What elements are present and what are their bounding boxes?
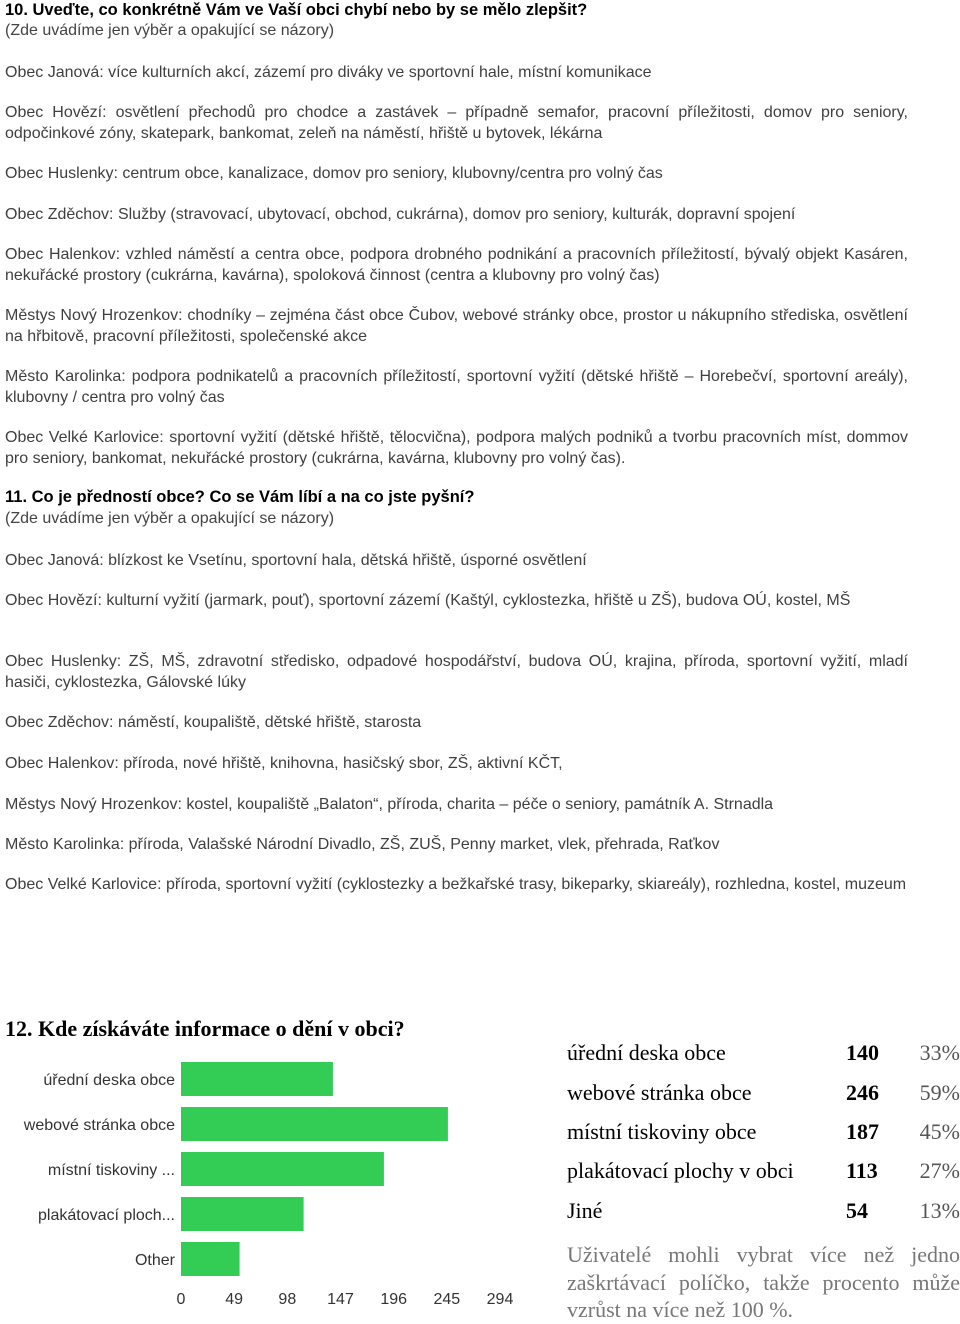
q11-answer-zdechov: Obec Zděchov: náměstí, koupaliště, dětské hřiště, starosta (5, 714, 422, 731)
stat-label: webové stránka obce (567, 1080, 752, 1105)
stat-label: úřední deska obce (567, 1040, 726, 1065)
stat-count: 187 (846, 1119, 879, 1144)
category-label: webové stránka obce (23, 1117, 175, 1134)
q10-answer-halenkov: Obec Halenkov: vzhled náměstí a centra obce, podpora drobného podnikání a pracovních příležitostí, bývalý objekt Kasáren, nekuřácké prostory (cukrárna, kavárna), spoloková činnost (centra a klubovny pro volný čas) (5, 246, 908, 284)
x-tick-label: 245 (433, 1291, 461, 1308)
stat-percent: 13% (919, 1198, 960, 1223)
q11-note: (Zde uvádíme jen výběr a opakující se názory) (5, 510, 335, 527)
stat-count: 140 (846, 1040, 879, 1065)
chart-x-tick-labels (177, 1291, 514, 1308)
x-tick-label: 98 (278, 1291, 297, 1308)
chart-category-labels (23, 1072, 176, 1269)
stat-row (567, 1040, 960, 1074)
q11-title: 11. Co je předností obce? Co se Vám líbí a na co jste pyšní? (5, 488, 475, 506)
x-tick-label: 49 (225, 1291, 244, 1308)
x-tick-label: 147 (327, 1291, 354, 1308)
x-tick-label: 196 (380, 1291, 408, 1308)
category-label: úřední deska obce (43, 1072, 175, 1089)
bar-3 (181, 1197, 304, 1231)
stat-percent: 45% (919, 1119, 960, 1144)
q10-answer-janova: Obec Janová: více kulturních akcí, zázemí pro diváky ve sportovní hale, místní komunikace (5, 64, 652, 81)
q11-answer-halenkov: Obec Halenkov: příroda, nové hřiště, knihovna, hasičský sbor, ZŠ, aktivní KČT, (5, 755, 563, 772)
stat-percent: 27% (919, 1158, 960, 1183)
stat-row (567, 1198, 960, 1232)
q10-note: (Zde uvádíme jen výběr a opakující se názory) (5, 22, 335, 39)
stat-count: 113 (846, 1158, 878, 1183)
category-label: plakátovací ploch... (38, 1207, 175, 1224)
bar-2 (181, 1152, 384, 1186)
stat-label: plakátovací plochy v obci (567, 1158, 794, 1183)
stat-row (567, 1080, 960, 1114)
q10-answer-karolinka: Město Karolinka: podpora podnikatelů a pracovních příležitostí, sportovní vyžití (dětské hřiště – Horebečví, sportovní areály), klubovny / centra pro volný čas (5, 368, 908, 406)
q11-answer-hrozenkov: Městys Nový Hrozenkov: kostel, koupaliště „Balaton“, příroda, charita – péče o seniory, památník A. Strnadla (5, 796, 774, 813)
q12-bar-chart (0, 1046, 540, 1316)
q11-answer-janova: Obec Janová: blízkost ke Vsetínu, sportovní hala, dětská hřiště, úsporné osvětlení (5, 552, 587, 569)
q11-answer-karolinka: Město Karolinka: příroda, Valašské Národní Divadlo, ZŠ, ZUŠ, Penny market, vlek, přehrada, Raťkov (5, 836, 720, 853)
stat-row (567, 1119, 960, 1153)
stat-label: Jiné (567, 1198, 603, 1223)
category-label: Other (134, 1252, 175, 1269)
stat-percent: 59% (919, 1080, 960, 1105)
q11-answer-hovezi: Obec Hovězí: kulturní vyžití (jarmark, pouť), sportovní zázemí (Kaštýl, cyklostezka, hřiště u ZŠ), budova OÚ, kostel, MŠ (5, 592, 851, 609)
chart-bars (181, 1062, 448, 1276)
stat-label: místní tiskoviny obce (567, 1119, 757, 1144)
bar-0 (181, 1062, 333, 1096)
stat-count: 54 (846, 1198, 868, 1223)
q10-answer-hovezi: Obec Hovězí: osvětlení přechodů pro chodce a zastávek – případně semafor, pracovní příležitosti, domov pro seniory, odpočinkové zóny, skatepark, bankomat, zeleň na náměstí, hřiště u bytovek, lékárna (5, 104, 908, 142)
q10-answer-huslenky: Obec Huslenky: centrum obce, kanalizace, domov pro seniory, klubovny/centra pro volný čas (5, 165, 663, 182)
stat-count: 246 (846, 1080, 879, 1105)
bar-4 (181, 1242, 240, 1276)
q12-title: 12. Kde získáváte informace o dění v obci? (5, 1016, 405, 1041)
q10-answer-zdechov: Obec Zděchov: Služby (stravovací, ubytovací, obchod, cukrárna), domov pro seniory, kulturák, dopravní spojení (5, 206, 796, 223)
q11-answer-huslenky: Obec Huslenky: ZŠ, MŠ, zdravotní středisko, odpadové hospodářství, budova OÚ, krajina, příroda, sportovní vyžití, mladí hasiči, cyklostezka, Gálovské lúky (5, 653, 908, 691)
x-tick-label: 294 (486, 1291, 514, 1308)
stat-percent: 33% (919, 1040, 960, 1065)
category-label: místní tiskoviny ... (47, 1162, 175, 1179)
bar-1 (181, 1107, 448, 1141)
x-tick-label: 0 (176, 1291, 186, 1308)
stat-row (567, 1158, 960, 1192)
q11-answer-karlovice: Obec Velké Karlovice: příroda, sportovní vyžití (cyklostezky a bežkařské trasy, bikeparky, skiareály), rozhledna, kostel, muzeum (5, 876, 907, 893)
q10-answer-karlovice: Obec Velké Karlovice: sportovní vyžití (dětské hřiště, tělocvična), podpora malých podniků a tvorbu pracovních míst, dommov pro seniory, bankomat, nekuřácké prostory (cukrárna, kavárna, klubovny pro volný čas). (5, 429, 908, 467)
q10-answer-hrozenkov: Městys Nový Hrozenkov: chodníky – zejména část obce Čubov, webové stránky obce, prostor u nákupního střediska, osvětlení na hřbitově, pracovní příležitosti, společenské akce (5, 307, 908, 345)
q10-title: 10. Uveďte, co konkrétně Vám ve Vaší obci chybí nebo by se mělo zlepšit? (5, 1, 588, 19)
q12-footnote: Uživatelé mohli vybrat více než jedno zaškrtávací políčko, takže procento může vzrůst na více než 100 %. (567, 1242, 960, 1322)
